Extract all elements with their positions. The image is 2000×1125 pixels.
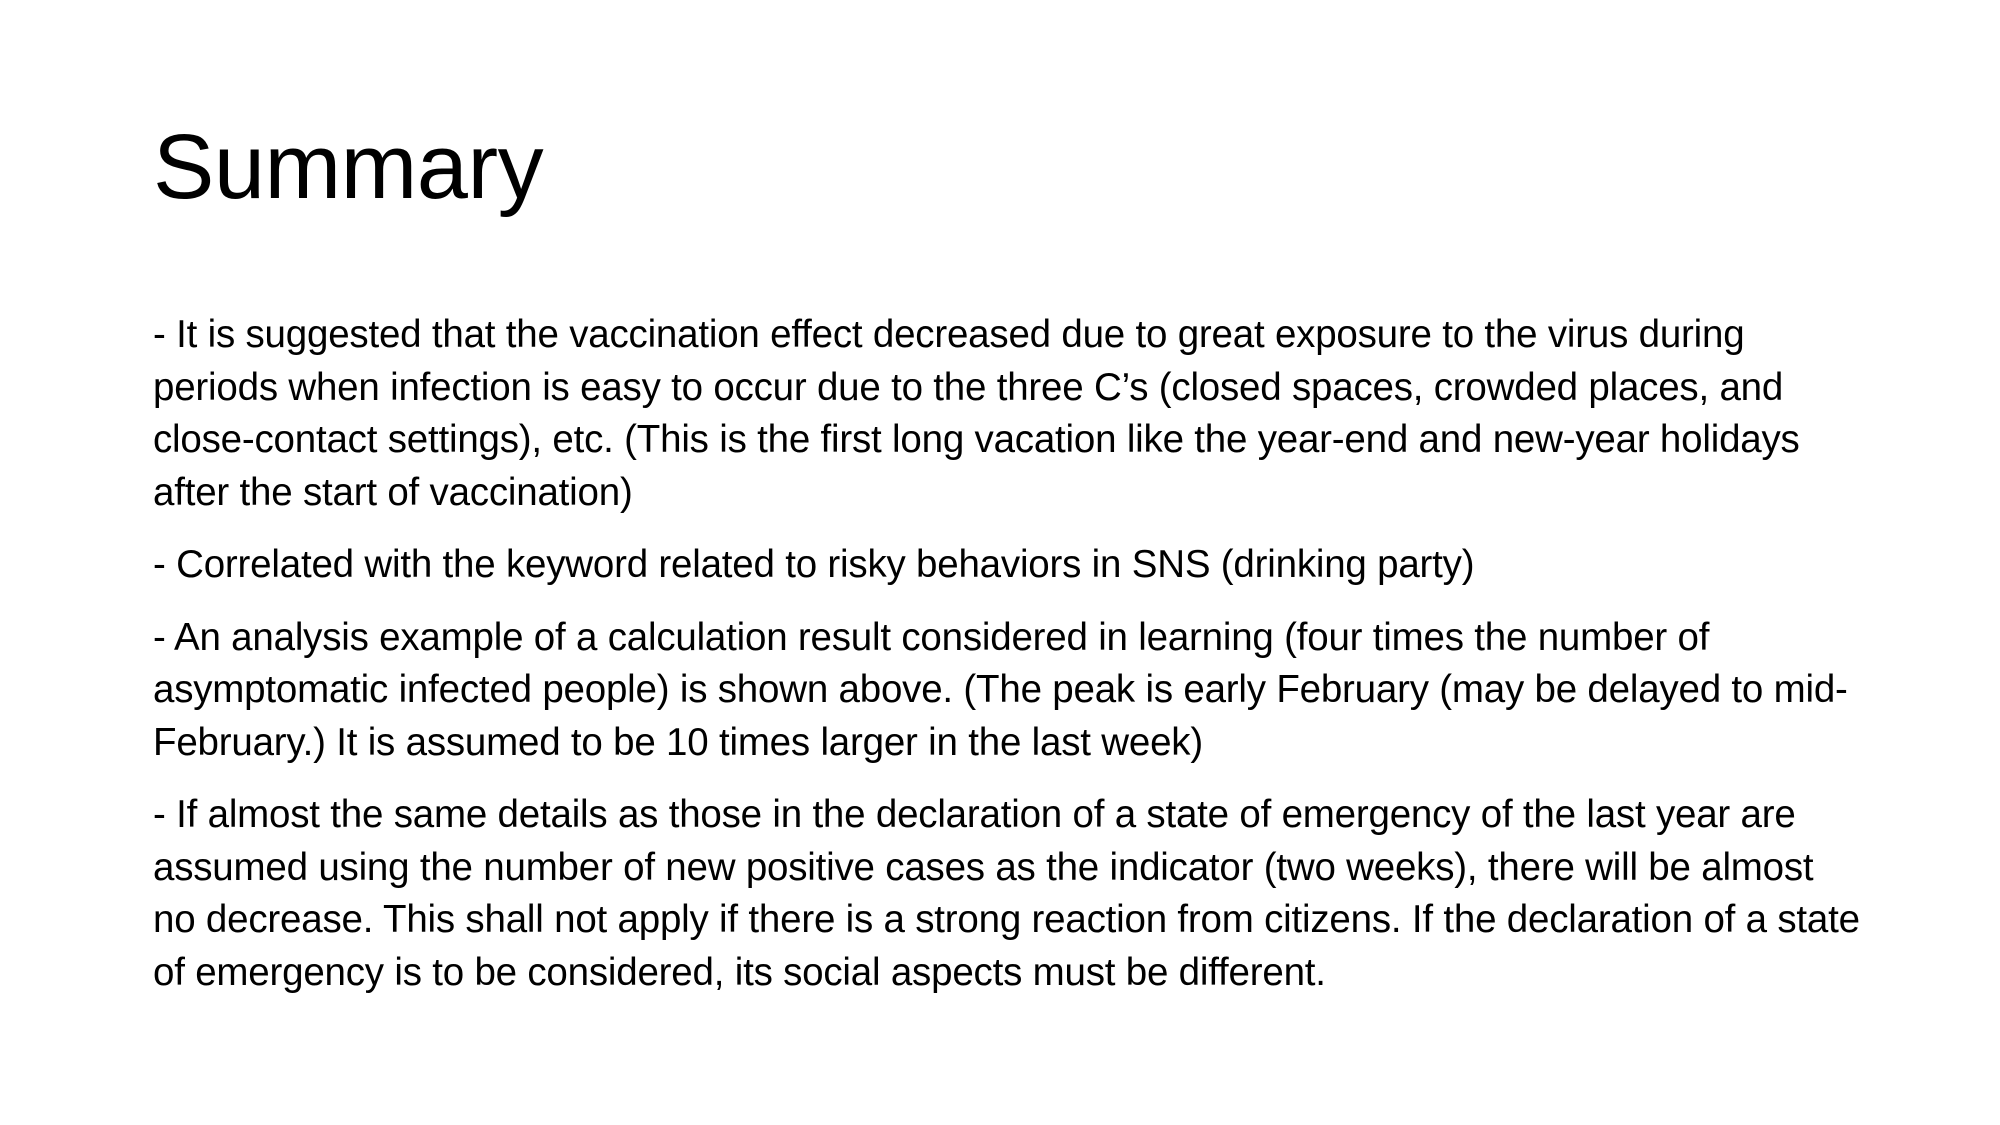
summary-point-state-of-emergency: - If almost the same details as those in the declaration of a state of emergency of the last year are assumed using the number of new positive cases as the indicator (two weeks), there will be almost no decrease. This shall not apply if there is a strong reaction from citizens. If the declaration of a state of emergency is to be considered, its social aspects must be different. [153,793,1860,994]
summary-list [153,309,1865,1019]
summary-point-sns-correlation: - Correlated with the keyword related to risky behaviors in SNS (drinking party) [153,543,1475,586]
slide-title: Summary [153,116,544,218]
summary-point-vaccination-effect: - It is suggested that the vaccination effect decreased due to great exposure to the virus during periods when infection is easy to occur due to the three C’s (closed spaces, crowded places, and close-contact settings), etc. (This is the first long vacation like the year-end and new-year holidays after the start of vaccination) [153,313,1800,514]
summary-point-analysis-example: - An analysis example of a calculation result considered in learning (four times the number of asymptomatic infected people) is shown above. (The peak is early February (may be delayed to mid-February.) It is assumed to be 10 times larger in the last week) [153,615,1848,764]
